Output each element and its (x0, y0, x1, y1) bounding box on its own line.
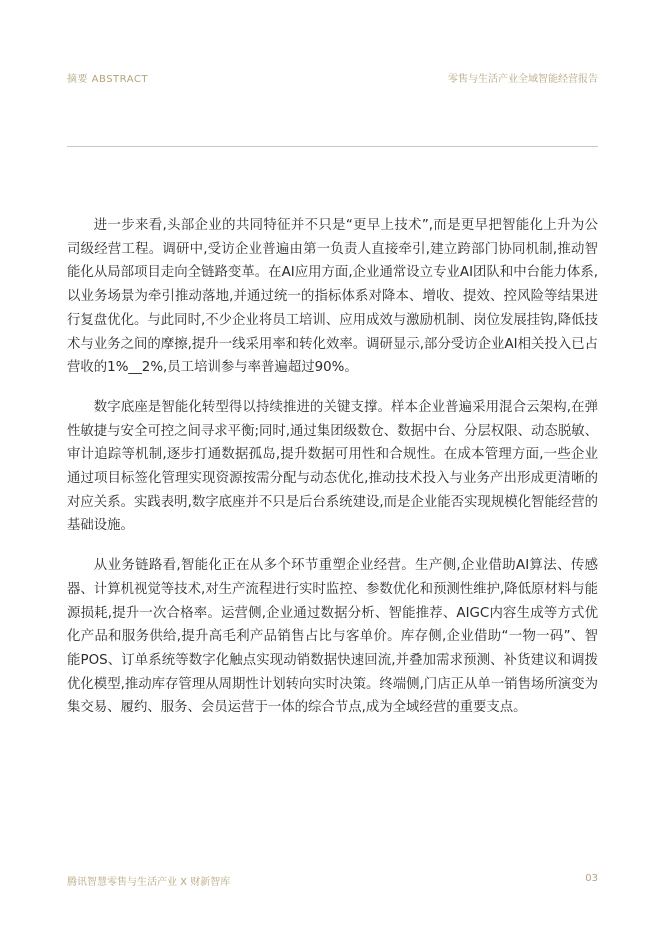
paragraph-business-chain: 从业务链路看,智能化正在从多个环节重塑企业经营。生产侧,企业借助AI算法、传感器、计算机视觉等技术,对生产流程进行实时监控、参数优化和预测性维护,降低原材料与能源损耗,提升一次合格率。运营侧,企业通过数据分析、智能推荐、AIGC内容生成等方式优化产品和服务供给,提升高毛利产品销售占比与客单价。库存侧,企业借助“一物一码”、智能POS、订单系统等数字化触点实现动销数据快速回流,并叠加需求预测、补货建议和调拨优化模型,推动库存管理从周期性计划转向实时决策。终端侧,门店正从单一销售场所演变为集交易、履约、服务、会员运营于一体的综合节点,成为全域经营的重要支点。 (67, 558, 598, 716)
report-title: 零售与生活产业全域智能经营报告 (448, 74, 598, 85)
paragraph-leading-companies: 进一步来看,头部企业的共同特征并不只是“更早上技术”,而是更早把智能化上升为公司级经营工程。调研中,受访企业普遍由第一负责人直接牵引,建立跨部门协同机制,推动智能化从局部项目走向全链路变革。在AI应用方面,企业通常设立专业AI团队和中台能力体系,以业务场景为牵引推动落地,并通过统一的指标体系对降本、增收、提效、控风险等结果进行复盘优化。与此同时,不少企业将员工培训、应用成效与激励机制、岗位发展挂钩,降低技术与业务之间的摩擦,提升一线采用率和转化效率。调研显示,部分受访企业AI相关投入已占营收的1%__2%,员工培训参与率普遍超过90%。 (67, 218, 598, 376)
paragraph-digital-foundation: 数字底座是智能化转型得以持续推进的关键支撑。样本企业普遍采用混合云架构,在弹性敏捷与安全可控之间寻求平衡;同时,通过集团级数仓、数据中台、分层权限、动态脱敏、审计追踪等机制,逐步打通数据孤岛,提升数据可用性和合规性。在成本管理方面,一些企业通过项目标签化管理实现资源按需分配与动态优化,推动技术投入与业务产出形成更清晰的对应关系。实践表明,数字底座并不只是后台系统建设,而是企业能否实现规模化智能经营的基础设施。 (67, 399, 598, 534)
page-number: 03 (585, 873, 598, 884)
footer-publisher: 腾讯智慧零售与生活产业 X 财新智库 (67, 877, 231, 888)
header-divider (67, 146, 598, 147)
section-label: 摘要 ABSTRACT (67, 74, 148, 85)
body-text (67, 214, 598, 736)
